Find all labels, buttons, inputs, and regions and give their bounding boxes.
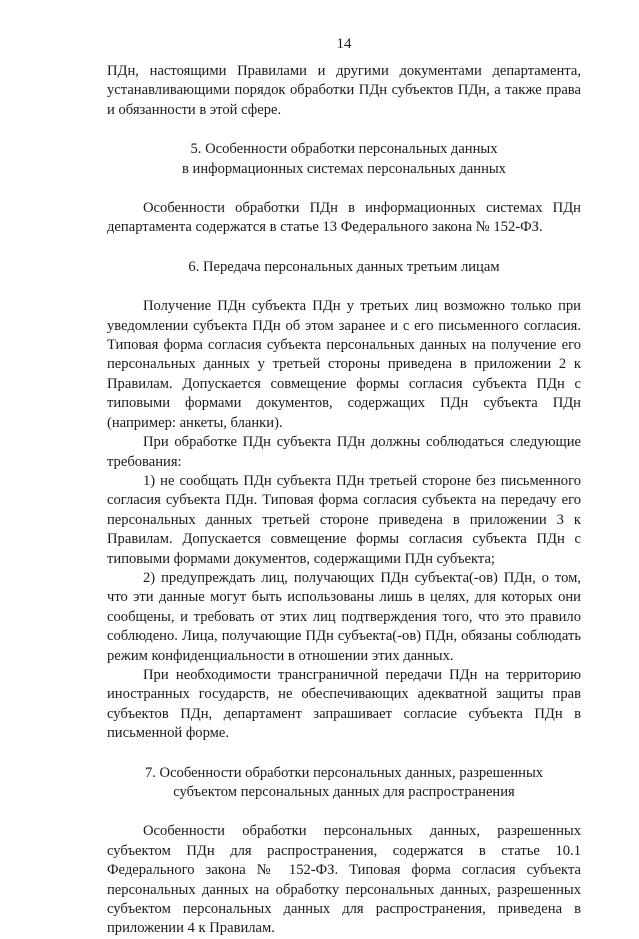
section-7-paragraph: Особенности обработки персональных данных, разрешенных субъектом ПДн для распространения, содержатся в статье 10.1 Федерального закона № 152-ФЗ. Типовая форма согласия субъекта персональных данных на обработку персональных данных, разрешенных субъектом персональных данных для распространения, приведена в приложении 4 к Правилам. (107, 823, 581, 937)
section-5-heading-line-2: в информационных системах персональных данных (182, 160, 506, 177)
section-6-heading (107, 258, 581, 277)
spacer (107, 120, 581, 140)
section-7-heading-line-1: 7. Особенности обработки персональных данных, разрешенных (144, 764, 544, 781)
section-6-list-item-2: 2) предупреждать лиц, получающих ПДн субъекта(-ов) ПДн, о том, что эти данные могут быть использованы лишь в целях, для которых они сообщены, и требовать от этих лиц подтверждения того, что это правило соблюдено. Лица, получающие ПДн субъекта(-ов) ПДн, обязаны соблюдать режим конфиденциальности в отношении этих данных. (107, 569, 581, 664)
section-6-list-item-1: 1) не сообщать ПДн субъекта ПДн третьей стороне без письменного согласия субъекта ПДн. Типовая форма согласия субъекта на передачу его персональных данных третьей стороне приведена в приложении 3 к Правилам. Допускается совмещение формы согласия субъекта ПДн с типовыми формами документов, содержащими ПДн субъекта; (107, 472, 581, 567)
section-5-heading-line-1: 5. Особенности обработки персональных данных (190, 141, 498, 158)
section-6-paragraph-1: Получение ПДн субъекта ПДн у третьих лиц возможно только при уведомлении субъекта ПДн об этом заранее и с его письменного согласия. Типовая форма согласия субъекта персональных данных на получение его персональных данных у третьей стороны приведена в приложении 2 к Правилам. Допускается совмещение формы согласия субъекта ПДн с типовыми формами документов, содержащих ПДн субъекта ПДн (например: анкеты, бланки). (107, 298, 581, 431)
section-7-heading-line-2: субъектом персональных данных для распространения (173, 784, 515, 800)
spacer (107, 277, 581, 297)
section-5-paragraph: Особенности обработки ПДн в информационных системах ПДн департамента содержатся в статье 13 Федерального закона № 152-ФЗ. (107, 200, 581, 236)
section-6-heading-line: 6. Передача персональных данных третьим лицам (188, 258, 500, 275)
page-number: 14 (336, 36, 352, 52)
spacer (107, 802, 581, 822)
section-6-paragraph-3: При необходимости трансграничной передачи ПДн на территорию иностранных государств, не обеспечивающих адекватной защиты прав субъектов ПДн, департамент запрашивает согласие субъекта ПДн в письменной форме. (107, 666, 581, 742)
document-page (107, 34, 581, 939)
intro-paragraph: ПДн, настоящими Правилами и другими документами департамента, устанавливающими порядок обработки ПДн субъектов ПДн, а также права и обязанности в этой сфере. (107, 63, 581, 118)
spacer (107, 238, 581, 258)
spacer (107, 179, 581, 199)
section-5-heading (107, 140, 581, 179)
section-6-paragraph-2: При обработке ПДн субъекта ПДн должны соблюдаться следующие требования: (107, 434, 581, 470)
section-7-heading (107, 764, 581, 803)
spacer (107, 744, 581, 764)
